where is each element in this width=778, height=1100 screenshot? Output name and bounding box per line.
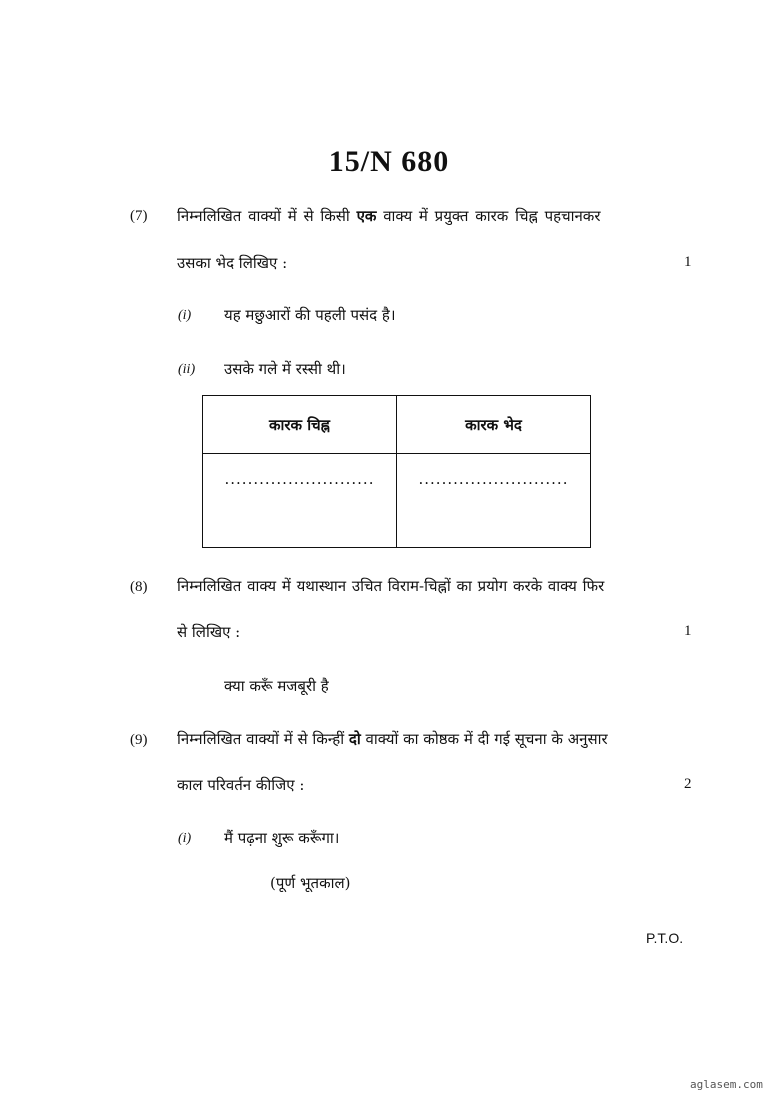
q7-item-2-text: उसके गले में रस्सी थी। — [224, 360, 346, 378]
q7-marks: 1 — [684, 254, 692, 270]
q9-item-1-hint: (पूर्ण भूतकाल) — [270, 874, 351, 892]
q9-item-1-label: (i) — [178, 831, 192, 846]
q9-line1-start: निम्नलिखित वाक्यों में से किन्हीं — [177, 730, 345, 748]
q9-instruction-line1 — [177, 729, 608, 749]
karak-table-answer-row — [203, 454, 591, 548]
pto-label: P.T.O. — [646, 930, 684, 946]
q8-instruction-line1: निम्नलिखित वाक्य में यथास्थान उचित विराम-चिह्नों का प्रयोग करके वाक्य फिर — [177, 577, 605, 595]
q7-line1-end: वाक्य में प्रयुक्त कारक चिह्न पहचानकर — [383, 207, 601, 225]
karak-table-header-chihn: कारक चिह्न — [203, 396, 397, 454]
watermark: aglasem.com — [690, 1078, 763, 1091]
q7-line1-start: निम्नलिखित वाक्यों में से किसी — [177, 207, 350, 225]
q8-instruction-line2: से लिखिए : — [177, 623, 241, 641]
q9-line1-bold: दो — [348, 730, 361, 748]
karak-table-header-bhed: कारक भेद — [397, 396, 591, 454]
q7-line1-bold: एक — [356, 207, 377, 225]
q9-number: (9) — [130, 732, 148, 748]
q9-item-1-text: मैं पढ़ना शुरू करूँगा। — [224, 829, 340, 847]
q7-item-1-text: यह मछुआरों की पहली पसंद है। — [224, 306, 396, 324]
karak-table — [202, 395, 591, 548]
q7-number: (7) — [130, 208, 148, 224]
q7-instruction-line2: उसका भेद लिखिए : — [177, 254, 288, 272]
q8-sentence: क्या करूँ मजबूरी है — [224, 677, 329, 695]
q9-line1-end: वाक्यों का कोष्ठक में दी गई सूचना के अनुसार — [365, 730, 608, 748]
q9-instruction-line2: काल परिवर्तन कीजिए : — [177, 776, 305, 794]
karak-table-header-row — [203, 396, 591, 454]
q8-number: (8) — [130, 579, 148, 595]
paper-code: 15/N 680 — [328, 145, 450, 178]
q8-marks: 1 — [684, 623, 692, 639]
q7-item-2-label: (ii) — [178, 362, 196, 377]
q9-marks: 2 — [684, 776, 692, 792]
karak-table-blank-bhed: .......................... — [397, 454, 591, 548]
q7-item-1-label: (i) — [178, 308, 192, 323]
q7-instruction-line1 — [177, 206, 600, 226]
karak-table-blank-chihn: .......................... — [203, 454, 397, 548]
